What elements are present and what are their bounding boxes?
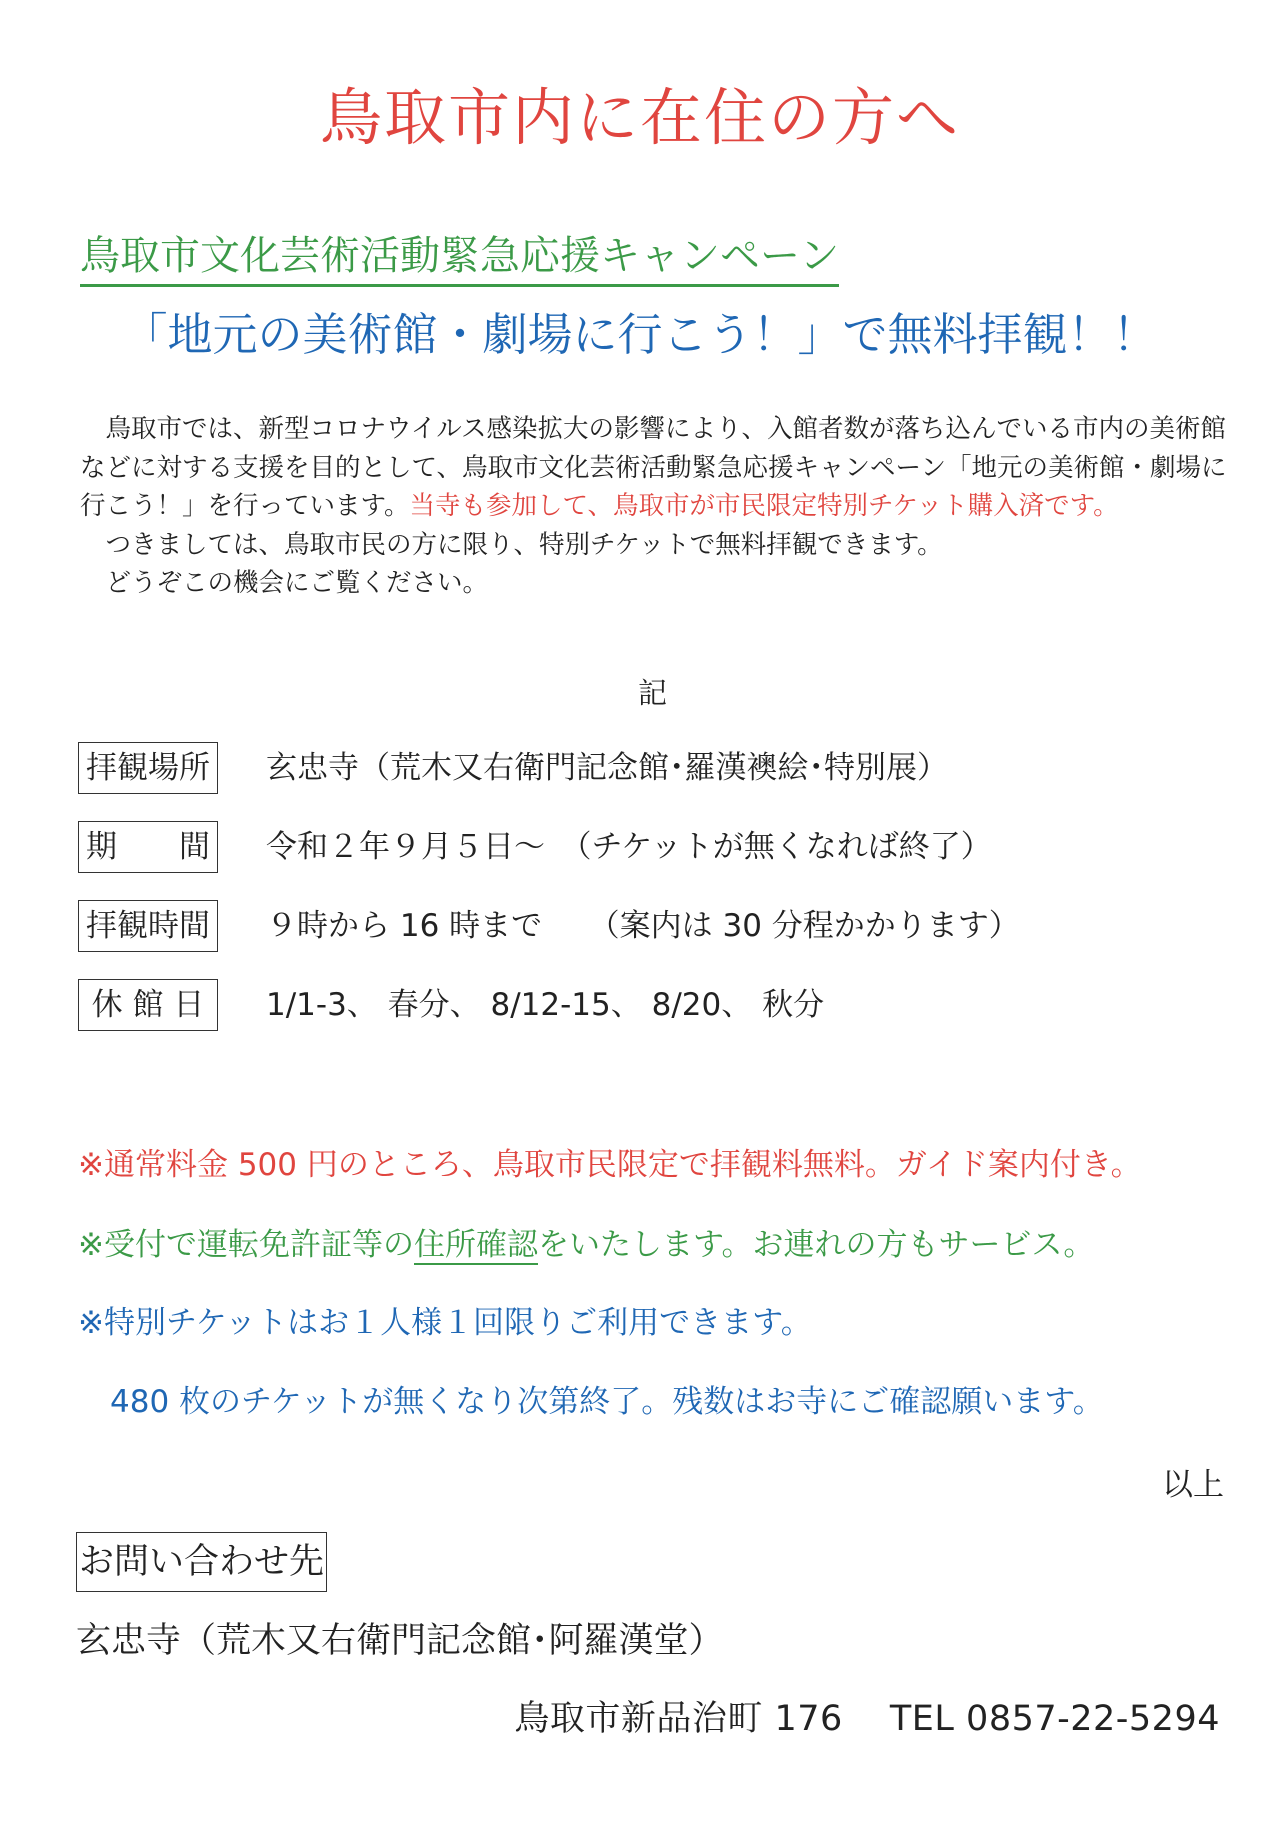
campaign-title: 鳥取市文化芸術活動緊急応援キャンペーン <box>80 228 839 287</box>
contact-address: 鳥取市新品治町 176 TEL 0857-22-5294 <box>514 1699 1220 1739</box>
closing-mark: 以上 <box>1162 1467 1224 1503</box>
detail-value: ９時から 16 時まで （案内は 30 分程かかります） <box>266 908 1020 944</box>
intro-paragraph-1 <box>80 410 1228 526</box>
note-2-before: ※受付で運転免許証等の <box>78 1227 414 1263</box>
ki-heading: 記 <box>637 676 667 710</box>
intro-line-2: つきましては、鳥取市民の方に限り、特別チケットで無料拝観できます。 <box>80 529 943 560</box>
detail-row-hours <box>78 900 1228 954</box>
intro-line-1: 鳥取市では、新型コロナウイルス感染拡大の影響により、入館者数が落ち込んでいる市内の美術館などに対する支援を目的として、鳥取市文化芸術活動緊急応援キャンペーン「地元の美術館・劇場に行こう！」を行っています。 <box>80 414 1227 521</box>
detail-row-period <box>78 821 1228 875</box>
detail-label: 期 間 <box>78 821 218 873</box>
intro-line-3: どうぞこの機会にご覧ください。 <box>80 568 489 598</box>
detail-value: 玄忠寺（荒木又右衛門記念館･羅漢襖絵･特別展） <box>266 750 948 786</box>
detail-value: 令和２年９月５日～ （チケットが無くなれば終了） <box>266 829 992 865</box>
contact-name: 玄忠寺（荒木又右衛門記念館･阿羅漢堂） <box>76 1621 724 1661</box>
detail-label: 拝観時間 <box>78 900 218 952</box>
detail-row-closed <box>78 979 1228 1033</box>
detail-row-location <box>78 742 1228 796</box>
detail-label: 拝観場所 <box>78 742 218 794</box>
page-title: 鳥取市内に在住の方へ <box>319 81 960 154</box>
intro-text <box>80 410 1228 603</box>
details-list <box>78 742 1228 1058</box>
headline: 「地元の美術館・劇場に行こう！」で無料拝観！！ <box>122 308 1158 361</box>
note-ticket-limit: ※特別チケットはお１人様１回限りご利用できます。 <box>78 1305 812 1341</box>
note-address-check <box>78 1220 1094 1270</box>
note-free-admission: ※通常料金 500 円のところ、鳥取市民限定で拝観料無料。ガイド案内付き。 <box>78 1147 1142 1183</box>
contact-label: お問い合わせ先 <box>76 1532 327 1592</box>
detail-value: 1/1-3、 春分、 8/12-15、 8/20、 秋分 <box>266 987 825 1023</box>
note-ticket-count: 480 枚のチケットが無くなり次第終了。残数はお寺にご確認願います。 <box>110 1384 1104 1420</box>
detail-label: 休 館 日 <box>78 979 218 1031</box>
note-2-underline: 住所確認 <box>413 1227 538 1263</box>
intro-highlight: 当寺も参加して、鳥取市が市民限定特別チケット購入済です。 <box>409 491 1119 521</box>
note-2-after: をいたします。お連れの方もサービス。 <box>537 1227 1095 1263</box>
